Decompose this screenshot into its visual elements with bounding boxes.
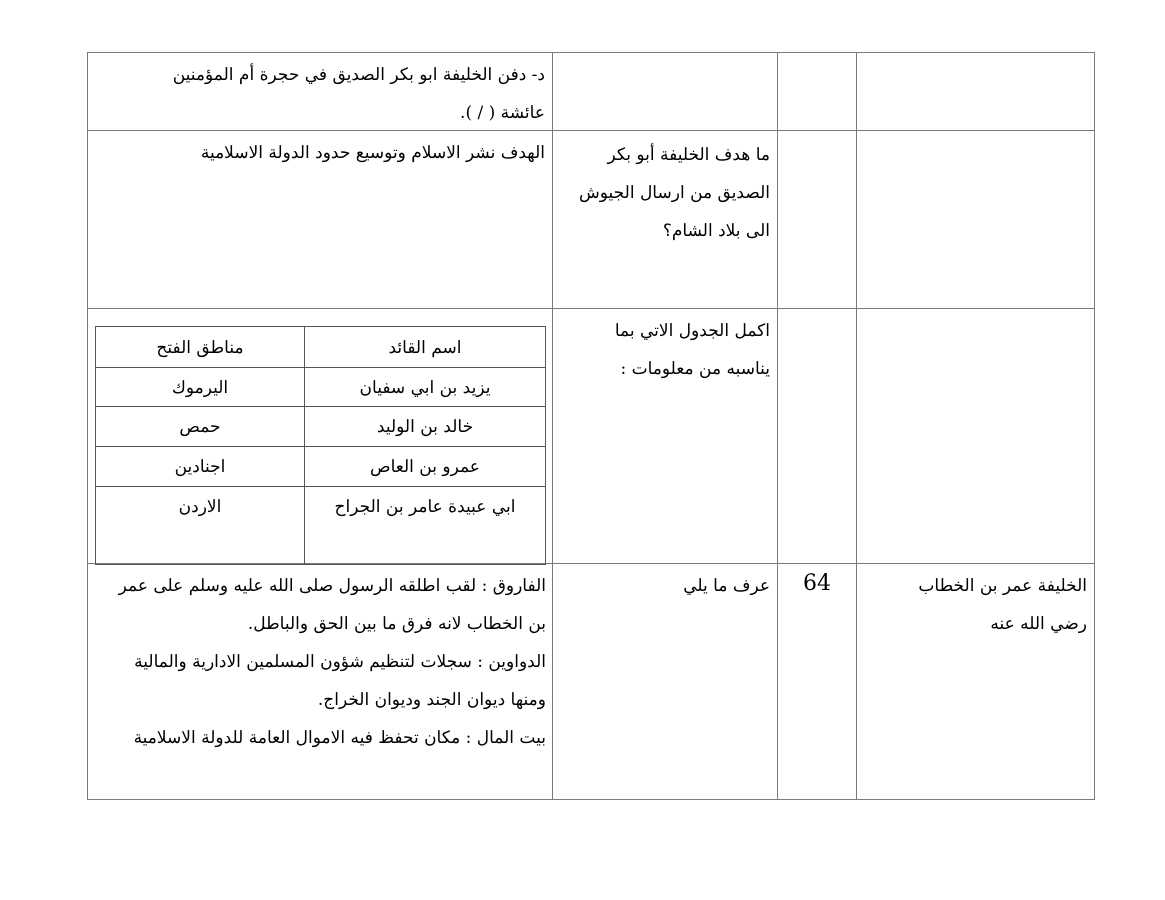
- row-divider: [87, 799, 1095, 800]
- commander-cell: عمرو بن العاص: [370, 457, 480, 477]
- table-border-left: [87, 52, 88, 800]
- region-cell: الاردن: [178, 497, 222, 517]
- header-commander-name: اسم القائد: [388, 338, 462, 358]
- question-row-3: اكمل الجدول الاتي بما يناسبه من معلومات :: [614, 321, 770, 379]
- answer-row-1: د- دفن الخليفة ابو بكر الصديق في حجرة أم المؤمنين عائشة ( / ).: [172, 65, 545, 123]
- commander-cell: خالد بن الوليد: [376, 417, 474, 437]
- row-divider: [87, 52, 1095, 53]
- commander-cell: يزيد بن ابي سفيان: [359, 378, 491, 398]
- region-cell: اجنادين: [174, 457, 226, 477]
- commander-cell: ابي عبيدة عامر بن الجراح: [334, 497, 516, 517]
- column-divider: [856, 52, 857, 800]
- column-divider: [777, 52, 778, 800]
- question-row-2: ما هدف الخليفة أبو بكر الصديق من ارسال الجيوش الى بلاد الشام؟: [579, 145, 770, 241]
- page-number: 64: [803, 571, 831, 596]
- table-border-right: [1094, 52, 1095, 800]
- lesson-title: الخليفة عمر بن الخطاب رضي الله عنه: [918, 576, 1087, 634]
- answer-row-2: الهدف نشر الاسلام وتوسيع حدود الدولة الاسلامية: [200, 143, 545, 163]
- region-cell: اليرموك: [171, 378, 229, 398]
- answer-row-4: الفاروق : لقب اطلقه الرسول صلى الله عليه وسلم على عمر بن الخطاب لانه فرق ما بين الحق والباطل. الدواوين : سجلات لتنظيم شؤون المسلمين الادارية والمالية ومنها ديوان الجند وديوان الخراج. بيت المال : مكان تحفظ فيه الاموال العامة للدولة الاسلامية: [118, 576, 546, 748]
- region-cell: حمص: [179, 417, 221, 437]
- header-conquest-regions: مناطق الفتح: [156, 338, 244, 358]
- commanders-table: [95, 326, 546, 565]
- column-divider: [552, 52, 553, 800]
- question-row-4: عرف ما يلي: [683, 576, 770, 596]
- row-divider: [87, 308, 1095, 309]
